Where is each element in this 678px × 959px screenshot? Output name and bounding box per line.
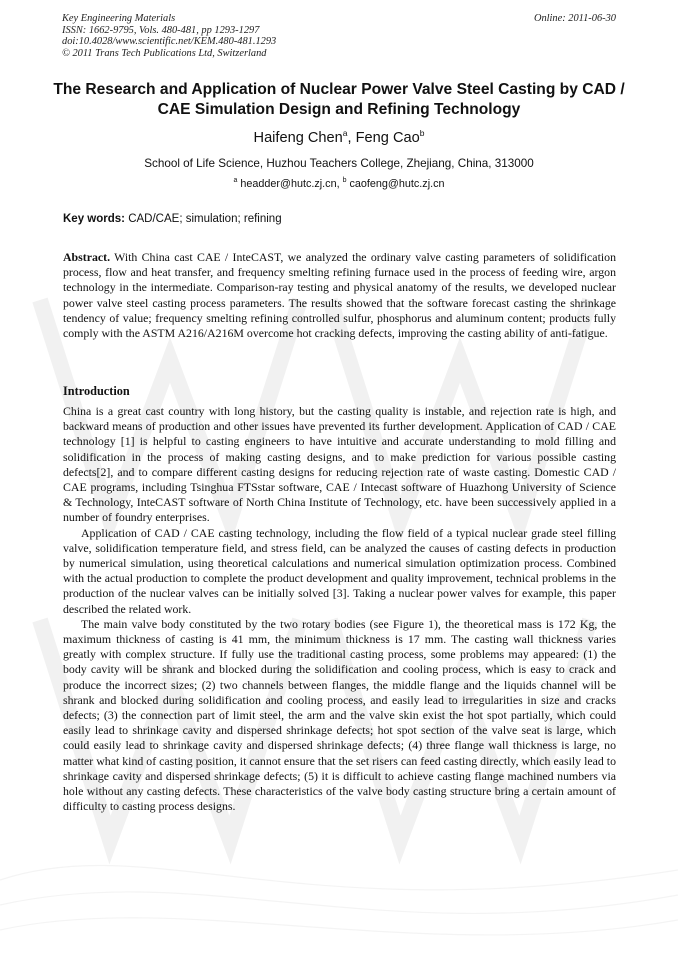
issn-line: ISSN: 1662-9795, Vols. 480-481, pp 1293-1297 (62, 24, 260, 36)
journal-header (62, 13, 616, 59)
author-affil-marker: a (342, 128, 348, 138)
online-date: Online: 2011-06-30 (533, 13, 616, 24)
affiliation: School of Life Science, Huzhou Teachers College, Zhejiang, China, 313000 (144, 157, 534, 170)
email-address: caofeng@hutc.zj.cn (346, 178, 445, 190)
keywords (63, 213, 282, 225)
email-marker: a (233, 177, 238, 184)
author-name: Feng Cao (355, 130, 420, 146)
email-line (0, 178, 678, 190)
author-affil-marker: b (419, 128, 425, 138)
abstract-label: Abstract. (63, 250, 111, 264)
paper-title: The Research and Application of Nuclear Power Valve Steel Casting by CAD / CAE Simulation Design and Refining Technology (53, 81, 625, 118)
keywords-text: CAD/CAE; simulation; refining (125, 213, 282, 225)
keywords-label: Key words: (63, 213, 125, 225)
copyright-line: © 2011 Trans Tech Publications Ltd, Switzerland (62, 47, 267, 59)
abstract-text: With China cast CAE / InteCAST, we analyzed the ordinary valve casting parameters of solidification process, flow and heat transfer, and frequency smelting refining furnace used in the process of feeding wire, argon technology in the intermediate. Comparison-ray testing and physical anatomy of the results, we developed nuclear power valve steel casting process parameters. The results showed that the software forecast casting the shrinkage tendency of value; frequency smelting refining controlled sulfur, phosphorus and aluminum content; products fully comply with the ASTM A216/A216M overcome hot cracking defects, improving the casting ability of anti-fatigue. (63, 250, 616, 341)
journal-name: Key Engineering Materials (62, 13, 176, 24)
section-heading-introduction: Introduction (63, 384, 130, 398)
paragraph: Application of CAD / CAE casting technology, including the flow field of a typical nuclear grade steel filling valve, solidification temperature field, and stress field, can be analyzed the causes of casting defects in production by numerical simulation, using theoretical calculations and numerical simulation optimization process. Combined with the actual production to complete the product development and quality improvement, technical problems in the production of the nuclear valves can be initially solved [3]. Taking a nuclear power valves for example, this paper described the related work. (63, 525, 616, 616)
author-line (0, 130, 678, 146)
email-marker: b (342, 177, 347, 184)
author-separator: , (347, 130, 356, 146)
paragraph: The main valve body constituted by the two rotary bodies (see Figure 1), the theoretical mass is 172 Kg, the maximum thickness of casting is 41 mm, the minimum thickness is 17 mm. The casting wall thickness varies greatly with complex structure. If fully use the traditional casting process, some problems may appeared: (1) the body cavity will be shrank and blocked during the solidification and cooling process, which is easy to crack and produce the incorrect sizes; (2) two channels between flanges, the middle flange and the liquids channel will be shrank and blocked during solidification and cooling process, and easily lead to irregularities in size and cracks defects; (3) the connection part of limit steel, the arm and the valve skin exist the hot spot partially, which could easily lead to shrinkage cavity and dispersed shrinkage defects; hot spot section of the valve seat is large, which could easily lead to shrinkage cavity and dispersed shrinkage defects; (4) three flange wall thickness is large, no matter what kind of casting position, it cannot ensure that the set risers can feed casting directly, which easily lead to shrinkage cavity and dispersed shrinkage defects; (5) it is difficult to achieve casting flange machined numbers via hole without any casting defects. These characteristics of the valve body casting structure bring a certain amount of difficulty to casting process designs. (63, 616, 616, 814)
paragraph: China is a great cast country with long history, but the casting quality is instable, and rejection rate is high, and backward means of production and other issues have prevented its further development. Application of CAD / CAE technology [1] is helpful to casting engineers to have intuitive and accurate understanding to mold filling and solidification in the process of making casting designs, and to make prediction for various possible casting defects[2], and to compare different casting designs for reducing rejection rate of waste casting. Domestic CAD / CAE programs, including Tsinghua FTSstar software, CAE / Intecast software of Huazhong University of Science & Technology, InteCAST software of North China Institute of Technology, etc. have been successively applied in a number of foundry enterprises. (63, 404, 616, 525)
doi-line: doi:10.4028/www.scientific.net/KEM.480-481.1293 (62, 36, 277, 48)
author-name: Haifeng Chen (253, 130, 343, 146)
abstract (63, 250, 616, 341)
introduction-body (63, 404, 616, 814)
email-address: headder@hutc.zj.cn, (237, 178, 343, 190)
